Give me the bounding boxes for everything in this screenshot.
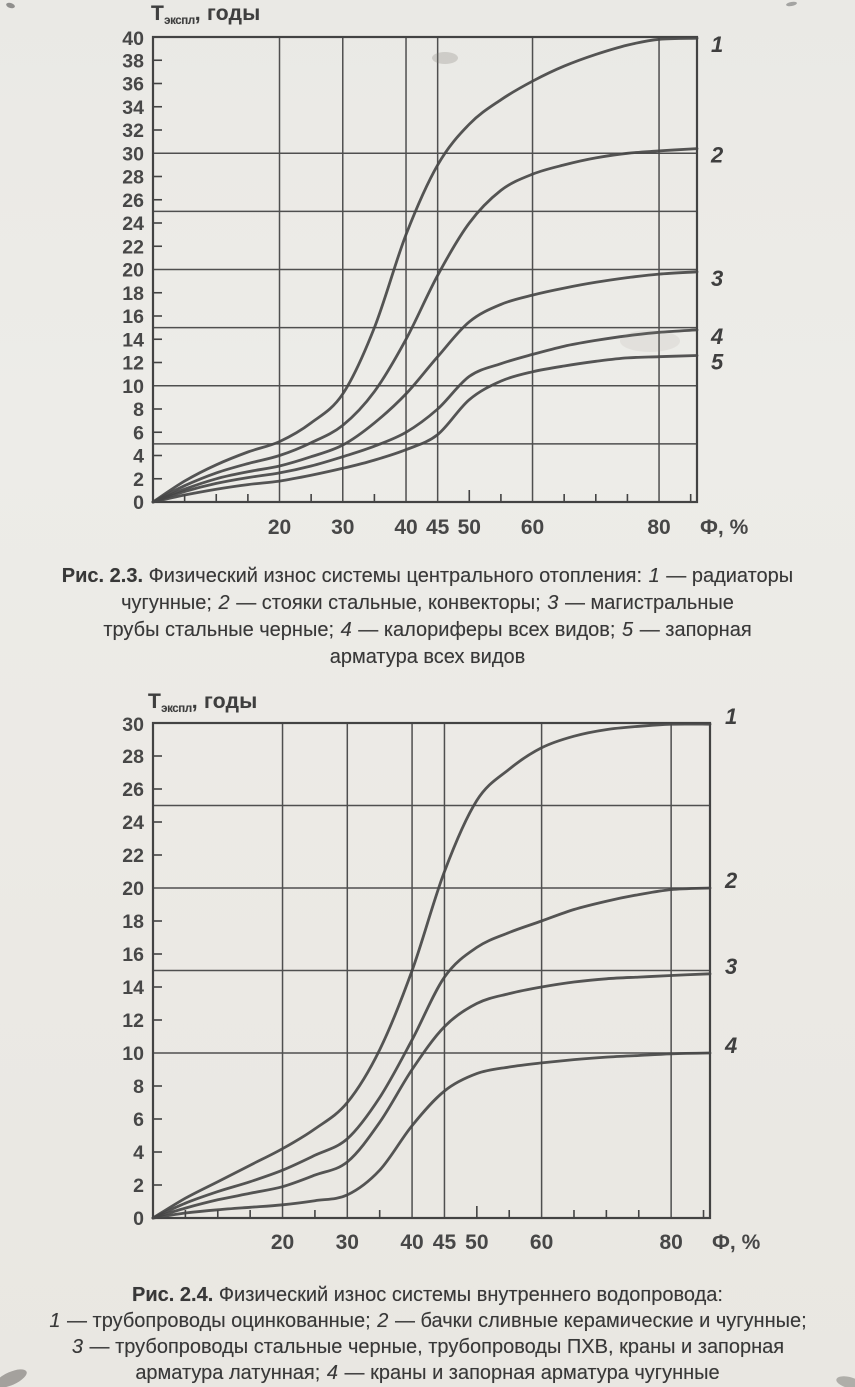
curve-label-2: 2 bbox=[725, 868, 738, 893]
y-tick-label: 20 bbox=[122, 259, 144, 282]
x-tick-label: 60 bbox=[520, 516, 545, 539]
y-tick-label: 18 bbox=[122, 282, 144, 305]
y-tick-label: 24 bbox=[122, 812, 144, 834]
x-tick-label: 40 bbox=[400, 1231, 424, 1254]
x-axis-unit-fig-2-3: Ф, % bbox=[700, 516, 749, 539]
y-tick-label: 10 bbox=[122, 1043, 144, 1065]
y-tick-label: 6 bbox=[133, 422, 144, 445]
y-axis-title-fig-2-4: $Т_{экспл}$, годы bbox=[148, 690, 258, 715]
caption-line: Рис. 2.3. Физический износ системы центрального отопления: 1 — радиаторы bbox=[61, 565, 794, 587]
figure-caption-2-4 bbox=[0, 1282, 855, 1386]
scan-speck bbox=[5, 2, 15, 10]
curve-4 bbox=[153, 330, 697, 502]
scan-smudge bbox=[432, 52, 458, 64]
curve-label-1: 1 bbox=[725, 704, 738, 730]
curve-5 bbox=[153, 356, 697, 503]
x-tick-label: 45 bbox=[432, 1231, 457, 1254]
caption-line: чугунные; 2 — стояки стальные, конвекторы; 3 — магистральные bbox=[121, 592, 734, 614]
x-tick-label: 45 bbox=[425, 516, 450, 539]
x-tick-label: 30 bbox=[331, 516, 355, 539]
y-tick-label: 12 bbox=[122, 1010, 144, 1032]
y-tick-label: 18 bbox=[122, 911, 144, 933]
scan-smudge bbox=[620, 330, 680, 352]
scan-speck bbox=[786, 1, 798, 7]
y-tick-label: 20 bbox=[122, 878, 144, 900]
y-tick-label: 40 bbox=[122, 28, 144, 51]
y-tick-label: 8 bbox=[133, 399, 144, 421]
y-axis-title-fig-2-3: $Т_{экспл}$, годы bbox=[151, 2, 261, 27]
x-tick-label: 60 bbox=[529, 1231, 554, 1254]
curve-label-1: 1 bbox=[711, 32, 724, 58]
y-tick-label: 4 bbox=[133, 445, 144, 468]
x-tick-label: 80 bbox=[659, 1231, 683, 1254]
x-axis-unit-fig-2-4: Ф, % bbox=[712, 1231, 761, 1254]
x-tick-label: 80 bbox=[647, 516, 671, 539]
curve-label-4: 4 bbox=[725, 1033, 738, 1058]
figure-plot-2-4 bbox=[122, 704, 738, 1254]
y-tick-label: 6 bbox=[133, 1109, 144, 1131]
y-tick-label: 38 bbox=[122, 50, 144, 73]
figure-caption-2-3 bbox=[0, 563, 855, 671]
curve-label-3: 3 bbox=[711, 265, 724, 291]
y-tick-label: 0 bbox=[133, 1208, 144, 1230]
caption-line: 1 — трубопроводы оцинкованные; 2 — бачки сливные керамические и чугунные; bbox=[49, 1310, 807, 1332]
curve-2 bbox=[153, 888, 710, 1218]
y-tick-label: 10 bbox=[122, 375, 144, 398]
x-tick-label: 40 bbox=[394, 516, 418, 539]
y-tick-label: 14 bbox=[122, 977, 144, 999]
caption-line: трубы стальные черные; 4 — калориферы всех видов; 5 — запорная bbox=[103, 619, 752, 641]
caption-line: арматура всех видов bbox=[329, 646, 526, 668]
y-tick-label: 2 bbox=[133, 1175, 144, 1197]
y-tick-label: 26 bbox=[122, 779, 144, 801]
curve-label-3: 3 bbox=[725, 953, 738, 979]
y-tick-label: 24 bbox=[122, 213, 144, 235]
curve-label-2: 2 bbox=[711, 142, 724, 168]
y-tick-label: 8 bbox=[133, 1076, 144, 1098]
curve-3 bbox=[153, 272, 697, 502]
y-tick-label: 0 bbox=[133, 492, 144, 514]
plot-border bbox=[153, 723, 710, 1218]
y-tick-label: 30 bbox=[122, 714, 144, 737]
curve-4 bbox=[153, 1053, 710, 1218]
y-tick-label: 34 bbox=[122, 96, 144, 119]
y-tick-label: 36 bbox=[122, 73, 144, 96]
y-tick-label: 32 bbox=[122, 120, 144, 142]
y-tick-label: 12 bbox=[122, 352, 144, 375]
y-tick-label: 14 bbox=[122, 329, 144, 352]
y-tick-label: 26 bbox=[122, 189, 144, 212]
y-tick-label: 16 bbox=[122, 306, 144, 328]
figure-plot-2-3 bbox=[122, 28, 724, 539]
x-tick-label: 30 bbox=[335, 1231, 359, 1254]
y-tick-label: 28 bbox=[122, 746, 144, 768]
curve-3 bbox=[153, 974, 710, 1218]
y-tick-label: 4 bbox=[133, 1142, 144, 1164]
y-tick-label: 16 bbox=[122, 944, 144, 966]
curve-1 bbox=[153, 724, 710, 1218]
y-tick-label: 22 bbox=[122, 236, 144, 259]
y-tick-label: 2 bbox=[133, 468, 144, 491]
curve-2 bbox=[153, 149, 697, 502]
y-tick-label: 28 bbox=[122, 166, 144, 189]
caption-line: арматура латунная; 4 — краны и запорная арматура чугунные bbox=[135, 1362, 720, 1384]
y-tick-label: 22 bbox=[122, 845, 144, 867]
x-tick-label: 20 bbox=[270, 1231, 295, 1254]
x-tick-label: 50 bbox=[457, 516, 481, 539]
plot-border bbox=[153, 37, 697, 502]
curve-1 bbox=[153, 38, 697, 502]
x-tick-label: 50 bbox=[465, 1231, 489, 1254]
curve-label-4: 4 bbox=[711, 323, 724, 349]
y-tick-label: 30 bbox=[122, 143, 144, 166]
caption-line: 3 — трубопроводы стальные черные, трубопроводы ПХВ, краны и запорная bbox=[71, 1336, 785, 1358]
curve-label-5: 5 bbox=[711, 349, 724, 375]
caption-line: Рис. 2.4. Физический износ системы внутреннего водопровода: bbox=[132, 1284, 723, 1306]
x-tick-label: 20 bbox=[267, 516, 292, 539]
